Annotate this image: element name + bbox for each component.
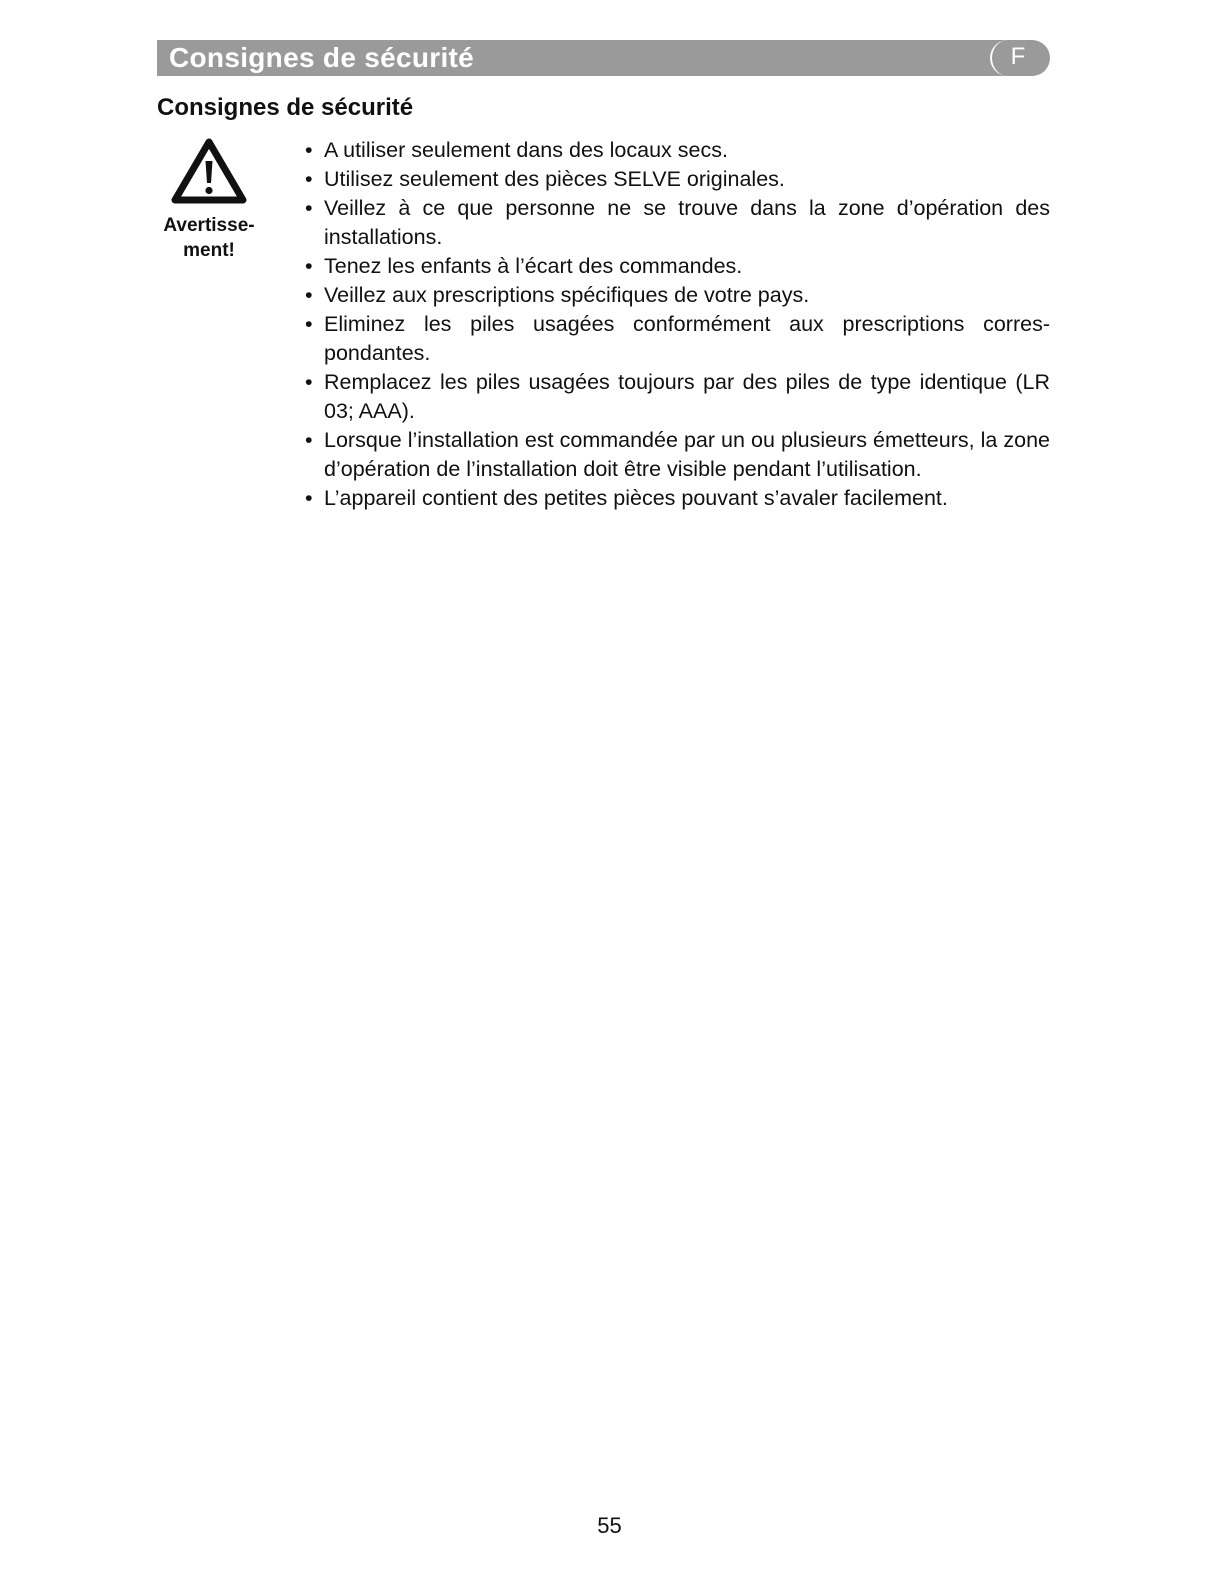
- list-item-text: Lorsque l’installation est commandée par un ou plusieurs émetteurs, la zone d’opération de l’installation doit être visible pendant l’utilisation.: [324, 428, 1050, 481]
- list-item: [305, 136, 1050, 165]
- list-item: [305, 368, 1050, 426]
- list-item-text: Utilisez seulement des pièces SELVE originales.: [324, 167, 785, 191]
- bullet: •: [305, 312, 313, 336]
- list-item-text: Veillez à ce que personne ne se trouve dans la zone d’opération des installations.: [324, 196, 1050, 249]
- bullet: •: [305, 196, 313, 220]
- list-item: [305, 252, 1050, 281]
- list-item-text: Veillez aux prescriptions spécifiques de votre pays.: [324, 283, 810, 307]
- safety-instructions-list: [305, 136, 1050, 513]
- list-item: [305, 484, 1050, 513]
- header-title: Consignes de sécurité: [169, 42, 475, 73]
- language-badge: [986, 40, 1050, 76]
- list-item-text: L’appareil contient des petites pièces pouvant s’avaler facilement.: [324, 486, 948, 510]
- list-item-text: Tenez les enfants à l’écart des commandes.: [324, 254, 743, 278]
- bullet: •: [305, 370, 313, 394]
- page-number: 55: [597, 1513, 622, 1538]
- list-item: [305, 426, 1050, 484]
- bullet: •: [305, 138, 313, 162]
- warning-label-line-1: Avertisse-: [163, 215, 255, 236]
- list-item-text: Eliminez les piles usagées conformément aux prescriptions correspondantes.: [324, 312, 1050, 365]
- header-bar: [157, 40, 1027, 76]
- bullet: •: [305, 167, 313, 191]
- warning-triangle-icon: [171, 137, 247, 205]
- warning-label-line-2: ment!: [183, 240, 235, 261]
- section-heading: Consignes de sécurité: [157, 94, 414, 121]
- warning-block: [150, 137, 268, 263]
- list-item: [305, 310, 1050, 368]
- warning-label: [150, 213, 268, 263]
- list-item: [305, 281, 1050, 310]
- list-item-text: A utiliser seulement dans des locaux secs.: [324, 138, 728, 162]
- bullet: •: [305, 283, 313, 307]
- bullet: •: [305, 254, 313, 278]
- language-badge-letter: F: [1010, 43, 1026, 70]
- list-item: [305, 165, 1050, 194]
- bullet: •: [305, 428, 313, 452]
- list-item-text: Remplacez les piles usagées toujours par des piles de type identique (LR 03; AAA).: [324, 370, 1050, 423]
- list-item: [305, 194, 1050, 252]
- bullet: •: [305, 486, 313, 510]
